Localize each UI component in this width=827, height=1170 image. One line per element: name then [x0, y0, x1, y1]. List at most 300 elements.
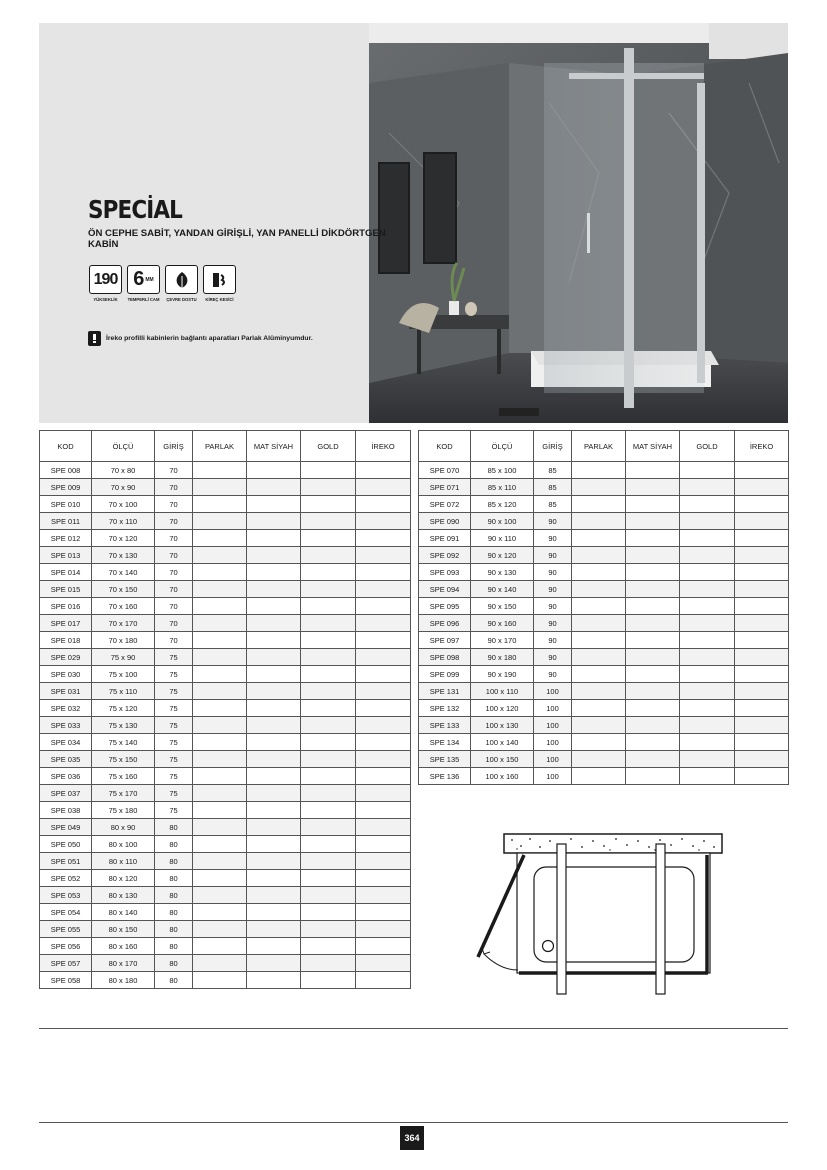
cell-finish-4 — [735, 615, 789, 632]
badge-glass-unit: MM — [145, 276, 154, 283]
cell-giris: 100 — [534, 751, 572, 768]
cell-kod: SPE 011 — [40, 513, 92, 530]
cell-finish-1 — [193, 802, 247, 819]
cell-olcu: 75 x 140 — [92, 734, 155, 751]
cell-olcu: 90 x 170 — [471, 632, 534, 649]
cell-finish-1 — [193, 734, 247, 751]
table-row — [419, 615, 789, 632]
cell-kod: SPE 030 — [40, 666, 92, 683]
cell-finish-4 — [356, 632, 411, 649]
cell-giris: 90 — [534, 615, 572, 632]
cell-finish-4 — [356, 717, 411, 734]
cell-finish-3 — [301, 598, 356, 615]
cell-finish-2 — [626, 615, 680, 632]
cell-kod: SPE 056 — [40, 938, 92, 955]
table-row — [40, 581, 411, 598]
cell-finish-1 — [572, 479, 626, 496]
cell-finish-3 — [301, 853, 356, 870]
cell-finish-3 — [680, 734, 735, 751]
table-row — [419, 564, 789, 581]
cell-finish-4 — [735, 496, 789, 513]
cell-finish-3 — [301, 632, 356, 649]
cell-giris: 75 — [155, 768, 193, 785]
cell-finish-4 — [735, 751, 789, 768]
cell-finish-3 — [301, 768, 356, 785]
table-row — [419, 717, 789, 734]
cell-finish-1 — [193, 649, 247, 666]
cell-finish-2 — [247, 853, 301, 870]
cell-finish-4 — [356, 955, 411, 972]
cell-giris: 70 — [155, 598, 193, 615]
cell-finish-3 — [680, 700, 735, 717]
cell-olcu: 80 x 110 — [92, 853, 155, 870]
table-row — [40, 513, 411, 530]
cell-finish-3 — [680, 530, 735, 547]
cell-olcu: 80 x 150 — [92, 921, 155, 938]
cell-kod: SPE 053 — [40, 887, 92, 904]
cell-giris: 80 — [155, 904, 193, 921]
cell-olcu: 75 x 180 — [92, 802, 155, 819]
cell-olcu: 90 x 120 — [471, 547, 534, 564]
badge-limescale — [202, 265, 237, 305]
cell-finish-4 — [735, 768, 789, 785]
table-row — [40, 717, 411, 734]
cell-finish-3 — [301, 462, 356, 479]
table-row — [419, 700, 789, 717]
cell-kod: SPE 135 — [419, 751, 471, 768]
col-mat-siyah: MAT SİYAH — [247, 431, 301, 462]
cell-finish-2 — [247, 768, 301, 785]
cell-finish-3 — [301, 649, 356, 666]
cell-kod: SPE 090 — [419, 513, 471, 530]
table-row — [419, 768, 789, 785]
col-olcu: ÖLÇÜ — [471, 431, 534, 462]
cell-kod: SPE 099 — [419, 666, 471, 683]
cell-finish-2 — [247, 938, 301, 955]
cell-giris: 80 — [155, 955, 193, 972]
table-body-left — [40, 462, 411, 989]
cell-finish-4 — [356, 598, 411, 615]
cell-kod: SPE 070 — [419, 462, 471, 479]
cell-finish-3 — [301, 700, 356, 717]
table-row — [40, 887, 411, 904]
feature-badges — [88, 265, 237, 305]
cell-finish-1 — [193, 564, 247, 581]
table-row — [419, 530, 789, 547]
cell-finish-2 — [247, 581, 301, 598]
cell-olcu: 100 x 120 — [471, 700, 534, 717]
cell-finish-1 — [572, 649, 626, 666]
product-photo — [369, 23, 788, 423]
cell-giris: 70 — [155, 581, 193, 598]
cell-finish-4 — [356, 530, 411, 547]
cell-kod: SPE 017 — [40, 615, 92, 632]
cell-kod: SPE 052 — [40, 870, 92, 887]
cell-kod: SPE 029 — [40, 649, 92, 666]
cell-olcu: 75 x 110 — [92, 683, 155, 700]
cell-finish-2 — [626, 547, 680, 564]
cell-giris: 90 — [534, 547, 572, 564]
cell-giris: 80 — [155, 870, 193, 887]
col-gold: GOLD — [680, 431, 735, 462]
cell-finish-1 — [193, 785, 247, 802]
cell-finish-1 — [193, 768, 247, 785]
col-parlak: PARLAK — [193, 431, 247, 462]
badge-glass-value: 6 — [133, 268, 145, 290]
cell-finish-1 — [193, 547, 247, 564]
table-row — [40, 649, 411, 666]
table-row — [40, 632, 411, 649]
col-ireko: İREKO — [735, 431, 789, 462]
cell-giris: 100 — [534, 734, 572, 751]
cell-olcu: 100 x 130 — [471, 717, 534, 734]
cell-finish-1 — [193, 479, 247, 496]
cell-giris: 90 — [534, 530, 572, 547]
cell-giris: 75 — [155, 649, 193, 666]
table-row — [419, 683, 789, 700]
cell-olcu: 90 x 130 — [471, 564, 534, 581]
cell-olcu: 70 x 140 — [92, 564, 155, 581]
cell-giris: 80 — [155, 887, 193, 904]
cell-giris: 100 — [534, 768, 572, 785]
cell-giris: 75 — [155, 785, 193, 802]
badge-glass — [126, 265, 161, 305]
height-icon — [89, 265, 122, 294]
cell-finish-4 — [356, 683, 411, 700]
cell-giris: 80 — [155, 836, 193, 853]
col-giris: GİRİŞ — [534, 431, 572, 462]
cell-finish-1 — [572, 530, 626, 547]
cell-olcu: 70 x 100 — [92, 496, 155, 513]
cell-finish-2 — [247, 751, 301, 768]
table-header-row — [419, 431, 789, 462]
cell-finish-2 — [247, 547, 301, 564]
cell-olcu: 90 x 190 — [471, 666, 534, 683]
cell-giris: 70 — [155, 564, 193, 581]
cell-finish-4 — [356, 666, 411, 683]
cell-olcu: 100 x 150 — [471, 751, 534, 768]
cell-finish-4 — [735, 581, 789, 598]
cell-finish-3 — [301, 751, 356, 768]
cell-finish-1 — [572, 751, 626, 768]
cell-giris: 70 — [155, 632, 193, 649]
cell-finish-1 — [193, 717, 247, 734]
cell-finish-4 — [356, 479, 411, 496]
table-row — [419, 462, 789, 479]
cell-finish-2 — [247, 921, 301, 938]
cell-kod: SPE 096 — [419, 615, 471, 632]
cell-finish-2 — [626, 734, 680, 751]
cell-finish-2 — [247, 462, 301, 479]
col-kod: KOD — [40, 431, 92, 462]
badge-height-caption: YÜKSEKLİK — [93, 297, 118, 302]
cell-finish-3 — [301, 887, 356, 904]
cell-finish-2 — [247, 530, 301, 547]
table-row — [40, 615, 411, 632]
page-number: 364 — [400, 1126, 424, 1150]
cell-finish-2 — [247, 700, 301, 717]
cell-kod: SPE 008 — [40, 462, 92, 479]
table-row — [40, 972, 411, 989]
cell-olcu: 90 x 110 — [471, 530, 534, 547]
cell-finish-4 — [735, 547, 789, 564]
cell-finish-1 — [193, 921, 247, 938]
cell-finish-2 — [626, 513, 680, 530]
cell-giris: 75 — [155, 666, 193, 683]
footer-divider-bottom — [39, 1122, 788, 1123]
cell-giris: 80 — [155, 921, 193, 938]
cell-kod: SPE 097 — [419, 632, 471, 649]
cell-giris: 70 — [155, 547, 193, 564]
table-row — [40, 870, 411, 887]
cell-finish-3 — [301, 547, 356, 564]
cell-kod: SPE 131 — [419, 683, 471, 700]
cell-finish-2 — [626, 683, 680, 700]
cell-finish-2 — [626, 598, 680, 615]
table-row — [40, 938, 411, 955]
cell-giris: 85 — [534, 462, 572, 479]
badge-height-value: 190 — [93, 270, 118, 288]
cell-giris: 80 — [155, 853, 193, 870]
cell-olcu: 80 x 170 — [92, 955, 155, 972]
cell-finish-3 — [680, 564, 735, 581]
cell-kod: SPE 133 — [419, 717, 471, 734]
cell-kod: SPE 032 — [40, 700, 92, 717]
cell-olcu: 80 x 130 — [92, 887, 155, 904]
cell-finish-2 — [626, 496, 680, 513]
cell-finish-2 — [247, 887, 301, 904]
cell-kod: SPE 134 — [419, 734, 471, 751]
cell-finish-4 — [356, 649, 411, 666]
cell-finish-3 — [301, 819, 356, 836]
cell-finish-4 — [356, 734, 411, 751]
cell-finish-3 — [301, 972, 356, 989]
table-row — [40, 564, 411, 581]
badge-eco — [164, 265, 199, 305]
cell-finish-2 — [247, 734, 301, 751]
cell-finish-3 — [301, 785, 356, 802]
cell-kod: SPE 036 — [40, 768, 92, 785]
cell-giris: 90 — [534, 666, 572, 683]
cell-finish-4 — [356, 564, 411, 581]
cell-olcu: 100 x 160 — [471, 768, 534, 785]
footer-divider-top — [39, 1028, 788, 1029]
cell-kod: SPE 009 — [40, 479, 92, 496]
cell-giris: 85 — [534, 479, 572, 496]
cell-finish-4 — [356, 513, 411, 530]
cell-finish-2 — [247, 496, 301, 513]
cell-finish-3 — [301, 683, 356, 700]
cell-finish-3 — [301, 734, 356, 751]
cell-finish-1 — [572, 632, 626, 649]
cell-finish-3 — [680, 581, 735, 598]
cell-olcu: 75 x 100 — [92, 666, 155, 683]
cell-finish-3 — [301, 513, 356, 530]
cell-giris: 75 — [155, 700, 193, 717]
table-row — [40, 496, 411, 513]
cell-kod: SPE 098 — [419, 649, 471, 666]
cell-finish-1 — [193, 836, 247, 853]
cell-finish-1 — [193, 581, 247, 598]
table-row — [419, 479, 789, 496]
table-row — [40, 853, 411, 870]
cell-finish-4 — [735, 462, 789, 479]
cell-giris: 100 — [534, 717, 572, 734]
note — [88, 331, 313, 346]
cell-kod: SPE 095 — [419, 598, 471, 615]
cell-olcu: 70 x 170 — [92, 615, 155, 632]
cell-giris: 80 — [155, 972, 193, 989]
cell-finish-4 — [735, 683, 789, 700]
cell-finish-3 — [301, 530, 356, 547]
cell-kod: SPE 055 — [40, 921, 92, 938]
cell-finish-4 — [356, 870, 411, 887]
cell-finish-2 — [247, 870, 301, 887]
cell-finish-2 — [247, 598, 301, 615]
cell-giris: 75 — [155, 683, 193, 700]
cell-olcu: 90 x 160 — [471, 615, 534, 632]
cell-finish-1 — [193, 666, 247, 683]
cell-olcu: 70 x 180 — [92, 632, 155, 649]
col-olcu: ÖLÇÜ — [92, 431, 155, 462]
cell-finish-3 — [680, 632, 735, 649]
badge-limescale-caption: KİREÇ KESİCİ — [205, 297, 234, 302]
cell-finish-1 — [572, 768, 626, 785]
table-row — [40, 734, 411, 751]
cell-finish-2 — [247, 649, 301, 666]
cell-olcu: 75 x 90 — [92, 649, 155, 666]
cell-finish-4 — [356, 615, 411, 632]
cell-kod: SPE 038 — [40, 802, 92, 819]
cell-olcu: 90 x 100 — [471, 513, 534, 530]
table-row — [419, 666, 789, 683]
cell-finish-2 — [247, 479, 301, 496]
cell-finish-1 — [572, 598, 626, 615]
cell-finish-3 — [301, 836, 356, 853]
col-kod: KOD — [419, 431, 471, 462]
cell-finish-1 — [193, 870, 247, 887]
cell-finish-4 — [356, 768, 411, 785]
cell-kod: SPE 051 — [40, 853, 92, 870]
cell-olcu: 70 x 150 — [92, 581, 155, 598]
cell-olcu: 80 x 180 — [92, 972, 155, 989]
cell-finish-1 — [193, 853, 247, 870]
spec-table-left — [39, 430, 411, 989]
cell-finish-1 — [572, 547, 626, 564]
cell-kod: SPE 033 — [40, 717, 92, 734]
badge-eco-caption: ÇEVRE DOSTU — [166, 297, 197, 302]
cell-finish-1 — [572, 513, 626, 530]
cell-finish-3 — [680, 496, 735, 513]
cell-finish-2 — [626, 717, 680, 734]
cell-giris: 70 — [155, 496, 193, 513]
cell-finish-2 — [626, 751, 680, 768]
cell-finish-2 — [626, 462, 680, 479]
cell-finish-3 — [301, 717, 356, 734]
cell-finish-2 — [247, 683, 301, 700]
cell-finish-2 — [247, 836, 301, 853]
warning-icon — [88, 331, 101, 346]
cell-olcu: 75 x 170 — [92, 785, 155, 802]
cell-finish-3 — [301, 870, 356, 887]
cell-finish-3 — [301, 938, 356, 955]
table-row — [40, 666, 411, 683]
cell-olcu: 90 x 180 — [471, 649, 534, 666]
cell-olcu: 85 x 120 — [471, 496, 534, 513]
cell-kod: SPE 018 — [40, 632, 92, 649]
cell-olcu: 100 x 140 — [471, 734, 534, 751]
cell-finish-3 — [680, 751, 735, 768]
cell-finish-4 — [356, 921, 411, 938]
cell-finish-3 — [301, 479, 356, 496]
cell-olcu: 80 x 160 — [92, 938, 155, 955]
table-row — [419, 513, 789, 530]
cell-kod: SPE 014 — [40, 564, 92, 581]
cell-finish-1 — [193, 972, 247, 989]
cell-kod: SPE 049 — [40, 819, 92, 836]
cell-olcu: 70 x 90 — [92, 479, 155, 496]
cell-kod: SPE 016 — [40, 598, 92, 615]
cell-finish-3 — [680, 598, 735, 615]
table-row — [40, 462, 411, 479]
cell-kod: SPE 010 — [40, 496, 92, 513]
cell-finish-3 — [301, 496, 356, 513]
table-row — [40, 598, 411, 615]
cell-finish-2 — [247, 785, 301, 802]
cell-finish-1 — [572, 462, 626, 479]
cell-finish-2 — [247, 819, 301, 836]
cell-giris: 85 — [534, 496, 572, 513]
cell-finish-2 — [247, 717, 301, 734]
cell-finish-4 — [735, 734, 789, 751]
cell-finish-4 — [356, 836, 411, 853]
cell-finish-3 — [301, 955, 356, 972]
cell-giris: 70 — [155, 462, 193, 479]
cell-olcu: 75 x 120 — [92, 700, 155, 717]
table-row — [419, 751, 789, 768]
cell-giris: 90 — [534, 564, 572, 581]
cell-finish-3 — [680, 666, 735, 683]
cell-finish-4 — [356, 547, 411, 564]
cell-finish-4 — [735, 513, 789, 530]
cell-finish-1 — [572, 581, 626, 598]
cell-olcu: 70 x 110 — [92, 513, 155, 530]
cell-finish-2 — [626, 632, 680, 649]
col-mat-siyah: MAT SİYAH — [626, 431, 680, 462]
cell-giris: 90 — [534, 581, 572, 598]
cell-kod: SPE 136 — [419, 768, 471, 785]
cell-olcu: 75 x 160 — [92, 768, 155, 785]
cell-finish-2 — [626, 479, 680, 496]
cell-olcu: 90 x 150 — [471, 598, 534, 615]
cell-finish-4 — [356, 496, 411, 513]
cell-kod: SPE 013 — [40, 547, 92, 564]
cell-finish-3 — [301, 666, 356, 683]
table-row — [40, 904, 411, 921]
col-ireko: İREKO — [356, 431, 411, 462]
table-row — [40, 836, 411, 853]
cell-finish-3 — [680, 649, 735, 666]
table-row — [40, 802, 411, 819]
cell-finish-1 — [193, 598, 247, 615]
cell-finish-1 — [193, 615, 247, 632]
cell-finish-4 — [356, 853, 411, 870]
cell-kod: SPE 094 — [419, 581, 471, 598]
cell-giris: 80 — [155, 819, 193, 836]
cell-finish-2 — [247, 615, 301, 632]
cell-giris: 70 — [155, 615, 193, 632]
cell-kod: SPE 054 — [40, 904, 92, 921]
